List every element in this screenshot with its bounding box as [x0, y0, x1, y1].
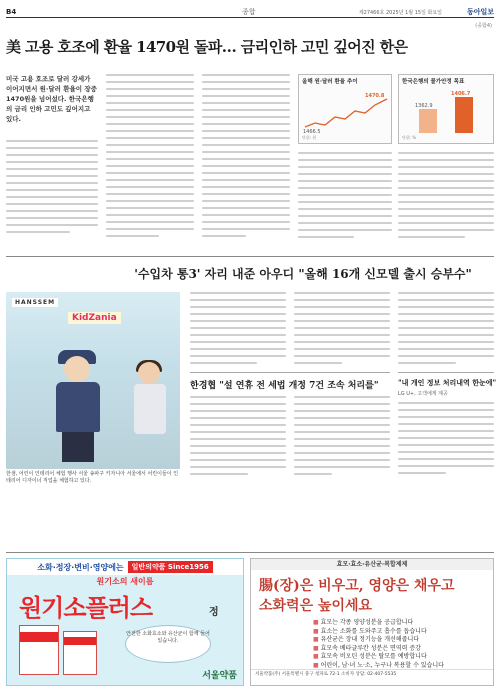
- ad-footer: 서울약품(주) 서울특별시 중구 청파로 72-1 소비자 상담: 02-407-5535: [251, 669, 493, 685]
- child-figure-2: [130, 362, 170, 458]
- lgu-headline: "내 개인 정보 처리내역 한눈에": [398, 378, 497, 387]
- bar-b: [455, 97, 473, 133]
- bar-a: [419, 109, 437, 133]
- section-divider: [6, 256, 494, 257]
- list-item: ■ 유산균은 장내 정기능을 개선해줍니다: [313, 636, 444, 645]
- article-lead: 미국 고용 호조로 달러 강세가 이어지면서 원·달러 환율이 장중 1470원을 넘어섰다. 한국은행의 금리 인하 고민도 깊어지고 있다.: [6, 75, 97, 123]
- ad-benefit-list: [313, 619, 444, 670]
- list-item: ■ 효모는 각종 영양성분을 공급합니다: [313, 619, 444, 628]
- bar-a-label: 1362.9: [415, 103, 433, 109]
- photo-caption: 한샘, 어린이 인테리어 체험 행사 서울 송파구 키자니아 서울에서 어린이들이 인테리어 디자이너 직업을 체험하고 있다.: [6, 471, 179, 484]
- article-column-3: [202, 74, 290, 242]
- article-column-5: [398, 152, 494, 243]
- article-column-2: [106, 74, 194, 242]
- bar-b-label: 1406.7: [451, 91, 471, 97]
- article-byline: (종합4): [475, 23, 492, 29]
- start-value-label: 1466.5: [303, 129, 321, 135]
- chart-title: 올해 원·달러 환율 추이: [302, 79, 358, 85]
- enzyme-ad: [250, 558, 494, 686]
- article-column-4: [298, 152, 392, 243]
- ad-brand-suffix: 정: [209, 607, 219, 618]
- masthead: [6, 6, 494, 18]
- section-label: 종합: [242, 8, 256, 16]
- ad-header: 효모·효소·유산균·복합제제: [251, 559, 493, 570]
- divider: [398, 372, 494, 373]
- ad-divider: [6, 552, 494, 553]
- ad-company: 서울약품: [202, 671, 237, 681]
- ad-callout: 안전한 소화효소와 유산균이 함께 들어 있습니다.: [125, 625, 211, 663]
- inflation-target-chart: [398, 74, 494, 144]
- line-chart-svg: [299, 87, 393, 139]
- product-box-icon: [63, 631, 97, 675]
- product-box-icon: [19, 625, 59, 675]
- kidzania-photo: [6, 292, 180, 469]
- child-figure: [48, 350, 108, 462]
- bar-chart-svg: [399, 87, 495, 139]
- list-item: ■ 효소는 소화를 도와주고 흡수를 돕습니다: [313, 628, 444, 637]
- ad-strip-text: 소화·정장·변비·영양에는: [37, 562, 124, 572]
- fki-column-2: [294, 396, 390, 480]
- ad-brand: 원기소플러스: [19, 594, 153, 622]
- kidzania-sign: KidZania: [68, 312, 121, 324]
- divider: [190, 372, 390, 373]
- lgu-column: [398, 402, 494, 479]
- issue-meta: 제27466호 2025년 1월 15일 화요일: [358, 10, 442, 16]
- fki-column-1: [190, 396, 286, 480]
- lgu-subhead: LG U+, 고객에게 제공: [398, 391, 448, 397]
- main-headline: 美 고용 호조에 환율 1470원 돌파… 금리인하 고민 깊어진 한은: [6, 38, 408, 56]
- audi-column-2: [294, 292, 390, 369]
- wongiso-ad: [6, 558, 244, 686]
- ad-line-2: 소화력은 높이세요: [259, 598, 373, 614]
- chart-title: 한국은행의 물가안정 목표: [402, 79, 465, 85]
- ad-sub: 원기소의 새이름: [96, 577, 154, 586]
- audi-column-3: [398, 292, 494, 369]
- list-item: ■ 효모속 비오틴 성분은 탈모를 예방합니다: [313, 653, 444, 662]
- exchange-rate-chart: [298, 74, 392, 144]
- ad-strip-badge: 일반의약품 Since1956: [128, 561, 213, 573]
- audi-column-1: [190, 292, 286, 369]
- page-number: B4: [6, 8, 17, 16]
- ad-strip: [7, 559, 243, 575]
- chart-unit: 단위: %: [402, 135, 417, 140]
- hanssem-sign: HANSSEM: [12, 298, 58, 307]
- newspaper-logo: 동아일보: [466, 8, 494, 16]
- audi-headline: '수입차 통3' 자리 내준 아우디 "올해 16개 신모델 출시 승부수": [134, 267, 472, 281]
- chart-unit: 단위: 원: [302, 135, 317, 140]
- rate-line: [305, 99, 387, 127]
- fki-headline: 한경협 "설 연휴 전 세법 개정 7건 조속 처리를": [190, 381, 379, 391]
- list-item: ■ 효모속 베타글루칸 성분은 면역력 증강: [313, 645, 444, 654]
- list-item: ■ 어린이, 남·녀 노·소, 누구나 복용할 수 있습니다: [313, 662, 444, 671]
- ad-line-1: 腸(장)은 비우고, 영양은 채우고: [259, 578, 455, 594]
- article-column-1: [6, 140, 98, 238]
- end-value-label: 1470.8: [365, 93, 385, 99]
